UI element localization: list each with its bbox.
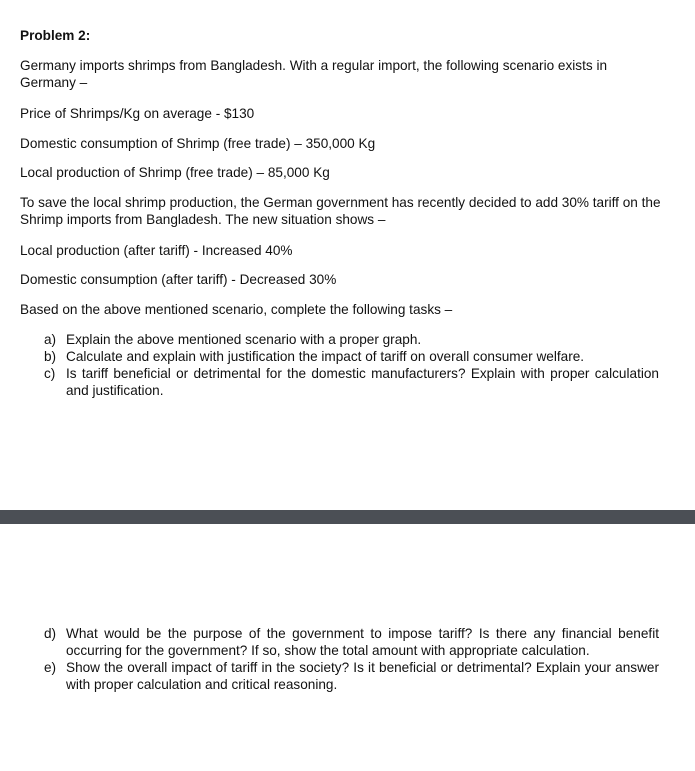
task-text: Is tariff beneficial or detrimental for the domestic manufacturers? Explain with proper calculation and justification. xyxy=(66,366,659,398)
task-text: What would be the purpose of the government to impose tariff? Is there any financial benefit occurring for the government? If so, show the total amount with appropriate calculation. xyxy=(66,626,659,658)
consumption-after-tariff-line: Domestic consumption (after tariff) - Decreased 30% xyxy=(20,272,337,287)
production-free-trade-line: Local production of Shrimp (free trade) – 85,000 Kg xyxy=(20,165,330,180)
task-text: Explain the above mentioned scenario with a proper graph. xyxy=(66,332,422,347)
task-text: Calculate and explain with justification the impact of tariff on overall consumer welfare. xyxy=(66,349,585,364)
task-item-d xyxy=(0,625,659,659)
page-divider xyxy=(0,510,695,524)
task-list-page-2 xyxy=(0,625,695,693)
task-text: Show the overall impact of tariff in the society? Is it beneficial or detrimental? Explain your answer with proper calculation and critical reasoning. xyxy=(66,660,659,692)
production-after-tariff-line: Local production (after tariff) - Increased 40% xyxy=(20,243,293,258)
problem-title: Problem 2: xyxy=(20,28,91,43)
task-marker: e) xyxy=(44,660,57,675)
consumption-free-trade-line: Domestic consumption of Shrimp (free trade) – 350,000 Kg xyxy=(20,136,376,151)
task-item-e xyxy=(0,659,659,693)
task-marker: b) xyxy=(44,349,57,364)
task-item-b xyxy=(0,348,659,365)
tasks-intro-line: Based on the above mentioned scenario, complete the following tasks – xyxy=(20,302,453,317)
task-item-a xyxy=(0,331,659,348)
task-marker: d) xyxy=(44,626,57,641)
task-list-page-1 xyxy=(0,331,695,399)
task-marker: a) xyxy=(44,332,57,347)
intro-paragraph: Germany imports shrimps from Bangladesh. With a regular import, the following scenario exists in Germany – xyxy=(20,58,608,90)
task-item-c xyxy=(0,365,659,399)
price-line: Price of Shrimps/Kg on average - $130 xyxy=(20,106,255,121)
document-page-2 xyxy=(0,524,695,771)
task-marker: c) xyxy=(44,366,56,381)
tariff-paragraph: To save the local shrimp production, the German government has recently decided to add 30% tariff on the Shrimp imports from Bangladesh. The new situation shows – xyxy=(20,195,661,227)
